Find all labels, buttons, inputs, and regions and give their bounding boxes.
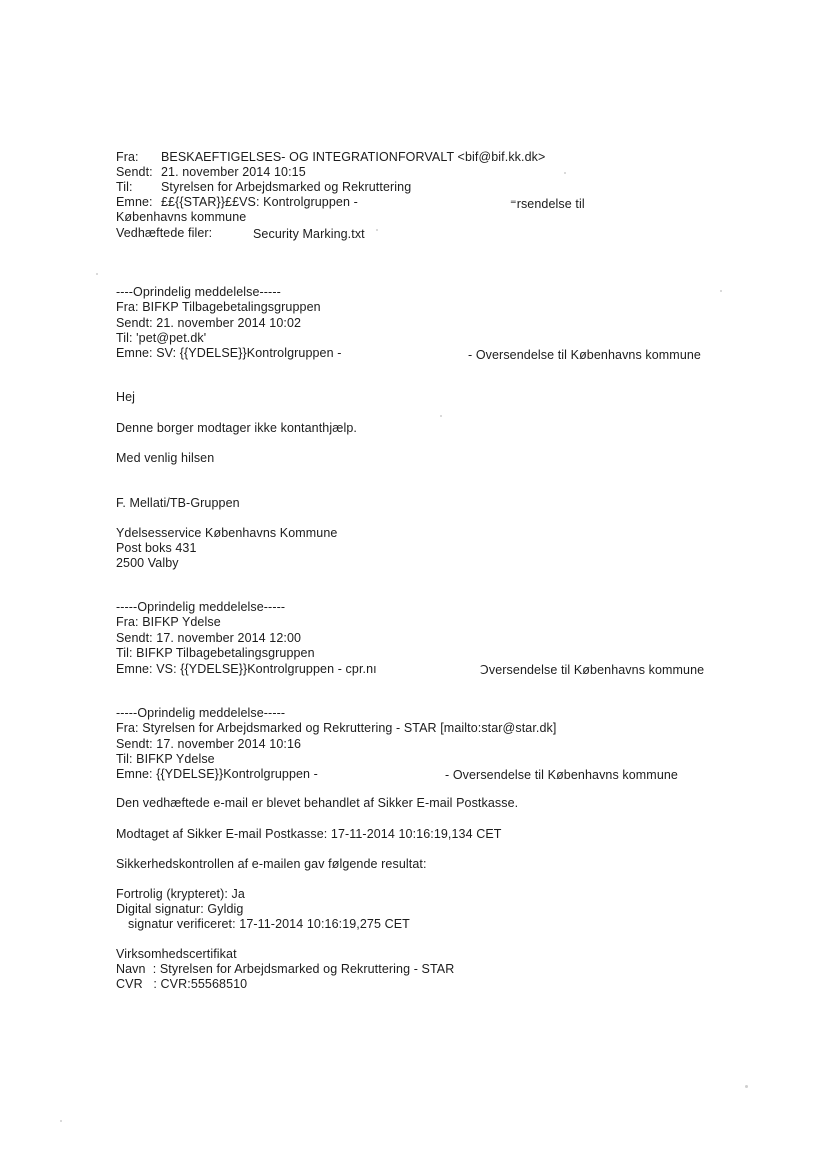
msg1-address-line1: Post boks 431 — [116, 541, 197, 555]
header-subject-label: Emne: — [116, 195, 153, 209]
msg3-confidential: Fortrolig (krypteret): Ja — [116, 887, 245, 901]
header-subject-tail: ⁼rsendelse til — [510, 197, 585, 211]
msg2-sent: Sendt: 17. november 2014 12:00 — [116, 631, 302, 645]
msg3-subject: Emne: {{YDELSE}}Kontrolgruppen - — [116, 767, 318, 781]
msg3-signature-verified: signatur verificeret: 17-11-2014 10:16:19,275 CET — [128, 917, 410, 931]
msg1-greeting: Hej — [116, 390, 136, 404]
msg3-certificate-name: Navn : Styrelsen for Arbejdsmarked og Rekruttering - STAR — [116, 962, 455, 976]
header-attachments-label: Vedhæftede filer: — [116, 226, 213, 240]
msg3-handled-notice: Den vedhæftede e-mail er blevet behandlet af Sikker E-mail Postkasse. — [116, 796, 519, 810]
msg3-to: Til: BIFKP Ydelse — [116, 752, 215, 766]
msg1-closing: Med venlig hilsen — [116, 451, 215, 465]
msg3-certificate-heading: Virksomhedscertifikat — [116, 947, 237, 961]
msg1-subject-tail: - Oversendelse til Københavns kommune — [468, 348, 701, 362]
msg1-from: Fra: BIFKP Tilbagebetalingsgruppen — [116, 300, 321, 314]
header-from-value: BESKAEFTIGELSES- OG INTEGRATIONFORVALT <bif@bif.kk.dk> — [161, 150, 546, 164]
msg2-from: Fra: BIFKP Ydelse — [116, 615, 221, 629]
msg1-signer: F. Mellati/TB-Gruppen — [116, 496, 240, 510]
scan-speck — [96, 273, 98, 275]
header-from-label: Fra: — [116, 150, 139, 164]
msg1-to: Til: 'pet@pet.dk' — [116, 331, 207, 345]
msg1-subject: Emne: SV: {{YDELSE}}Kontrolgruppen - — [116, 346, 342, 360]
scan-speck — [440, 415, 442, 417]
header-sent-label: Sendt: — [116, 165, 153, 179]
header-to-value: Styrelsen for Arbejdsmarked og Rekruttering — [161, 180, 412, 194]
msg3-subject-tail: - Oversendelse til Københavns kommune — [445, 768, 678, 782]
msg2-subject: Emne: VS: {{YDELSE}}Kontrolgruppen - cpr.nı — [116, 662, 377, 676]
scan-speck — [720, 290, 722, 292]
scan-speck — [745, 1085, 748, 1088]
header-subject-value: ££{{STAR}}££VS: Kontrolgruppen - — [161, 195, 358, 209]
msg1-body: Denne borger modtager ikke kontanthjælp. — [116, 421, 357, 435]
msg2-subject-tail: Ↄversendelse til Københavns kommune — [480, 663, 705, 677]
msg3-received-notice: Modtaget af Sikker E-mail Postkasse: 17-11-2014 10:16:19,134 CET — [116, 827, 502, 841]
msg1-divider: ----Oprindelig meddelelse----- — [116, 285, 281, 299]
header-sent-value: 21. november 2014 10:15 — [161, 165, 306, 179]
scan-speck — [376, 229, 378, 231]
scan-speck — [564, 172, 566, 174]
msg3-sent: Sendt: 17. november 2014 10:16 — [116, 737, 302, 751]
msg3-from: Fra: Styrelsen for Arbejdsmarked og Rekruttering - STAR [mailto:star@star.dk] — [116, 721, 557, 735]
msg1-sent: Sendt: 21. november 2014 10:02 — [116, 316, 302, 330]
msg1-address-line2: 2500 Valby — [116, 556, 179, 570]
msg1-organisation: Ydelsesservice Københavns Kommune — [116, 526, 338, 540]
msg3-divider: -----Oprindelig meddelelse----- — [116, 706, 286, 720]
msg2-to: Til: BIFKP Tilbagebetalingsgruppen — [116, 646, 315, 660]
scan-speck — [60, 1120, 62, 1122]
msg3-check-result: Sikkerhedskontrollen af e-mailen gav følgende resultat: — [116, 857, 427, 871]
msg3-certificate-cvr: CVR : CVR:55568510 — [116, 977, 248, 991]
msg2-divider: -----Oprindelig meddelelse----- — [116, 600, 286, 614]
msg3-digital-signature: Digital signatur: Gyldig — [116, 902, 244, 916]
header-to-label: Til: — [116, 180, 133, 194]
header-attachments-value: Security Marking.txt — [253, 227, 365, 241]
header-subject-continued: Københavns kommune — [116, 210, 247, 224]
